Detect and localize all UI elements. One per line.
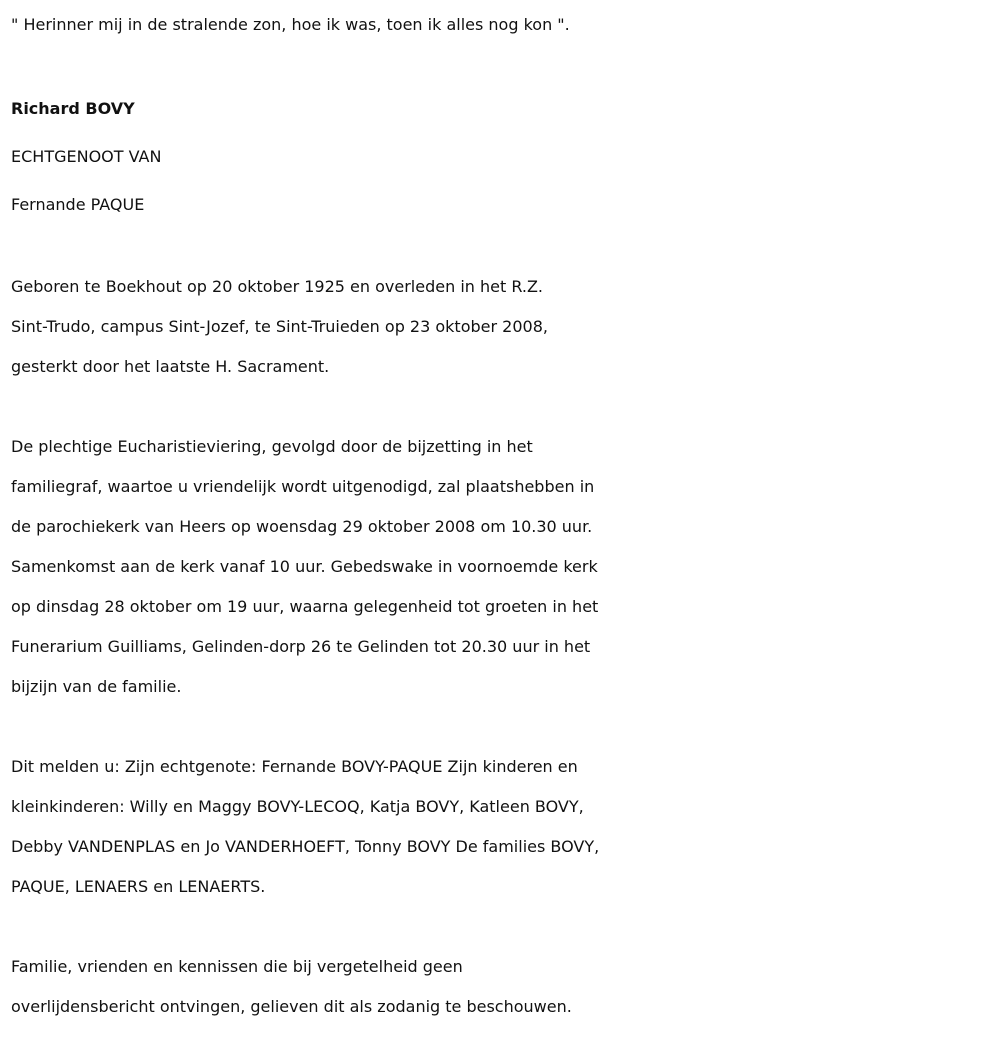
paragraph-line: De plechtige Eucharistieviering, gevolgd door de bijzetting in het — [11, 437, 533, 456]
obituary-notice — [11, 0, 991, 1027]
paragraph-line: familiegraf, waartoe u vriendelijk wordt uitgenodigd, zal plaatshebben in — [11, 477, 595, 496]
paragraph-line: kleinkinderen: Willy en Maggy BOVY-LECOQ, Katja BOVY, Katleen BOVY, — [11, 797, 584, 816]
paragraph-line: de parochiekerk van Heers op woensdag 29 oktober 2008 om 10.30 uur. — [11, 517, 593, 536]
paragraph-line: Familie, vrienden en kennissen die bij vergetelheid geen — [11, 957, 463, 976]
paragraph-line: op dinsdag 28 oktober om 19 uur, waarna gelegenheid tot groeten in het — [11, 597, 599, 616]
paragraph-line: Sint-Trudo, campus Sint-Jozef, te Sint-Truieden op 23 oktober 2008, — [11, 317, 548, 336]
ceremony-paragraph — [11, 427, 991, 707]
closing-paragraph — [11, 947, 991, 1027]
birth-death-paragraph — [11, 267, 991, 387]
paragraph-line: PAQUE, LENAERS en LENAERTS. — [11, 877, 266, 896]
deceased-section — [11, 85, 991, 229]
spouse-name: Fernande PAQUE — [11, 195, 145, 214]
paragraph-line: bijzijn van de familie. — [11, 677, 182, 696]
paragraph-line: Funerarium Guilliams, Gelinden-dorp 26 te Gelinden tot 20.30 uur in het — [11, 637, 591, 656]
memorial-quote: " Herinner mij in de stralende zon, hoe ik was, toen ik alles nog kon ". — [11, 15, 570, 34]
paragraph-line: Dit melden u: Zijn echtgenote: Fernande BOVY-PAQUE Zijn kinderen en — [11, 757, 578, 776]
announcers-paragraph — [11, 747, 991, 907]
relation-label: ECHTGENOOT VAN — [11, 147, 162, 166]
paragraph-line: Geboren te Boekhout op 20 oktober 1925 en overleden in het R.Z. — [11, 277, 544, 296]
paragraph-line: overlijdensbericht ontvingen, gelieven dit als zodanig te beschouwen. — [11, 997, 572, 1016]
paragraph-line: gesterkt door het laatste H. Sacrament. — [11, 357, 330, 376]
paragraph-line: Samenkomst aan de kerk vanaf 10 uur. Gebedswake in voornoemde kerk — [11, 557, 598, 576]
paragraph-line: Debby VANDENPLAS en Jo VANDERHOEFT, Tonny BOVY De families BOVY, — [11, 837, 600, 856]
deceased-name: Richard BOVY — [11, 99, 135, 118]
